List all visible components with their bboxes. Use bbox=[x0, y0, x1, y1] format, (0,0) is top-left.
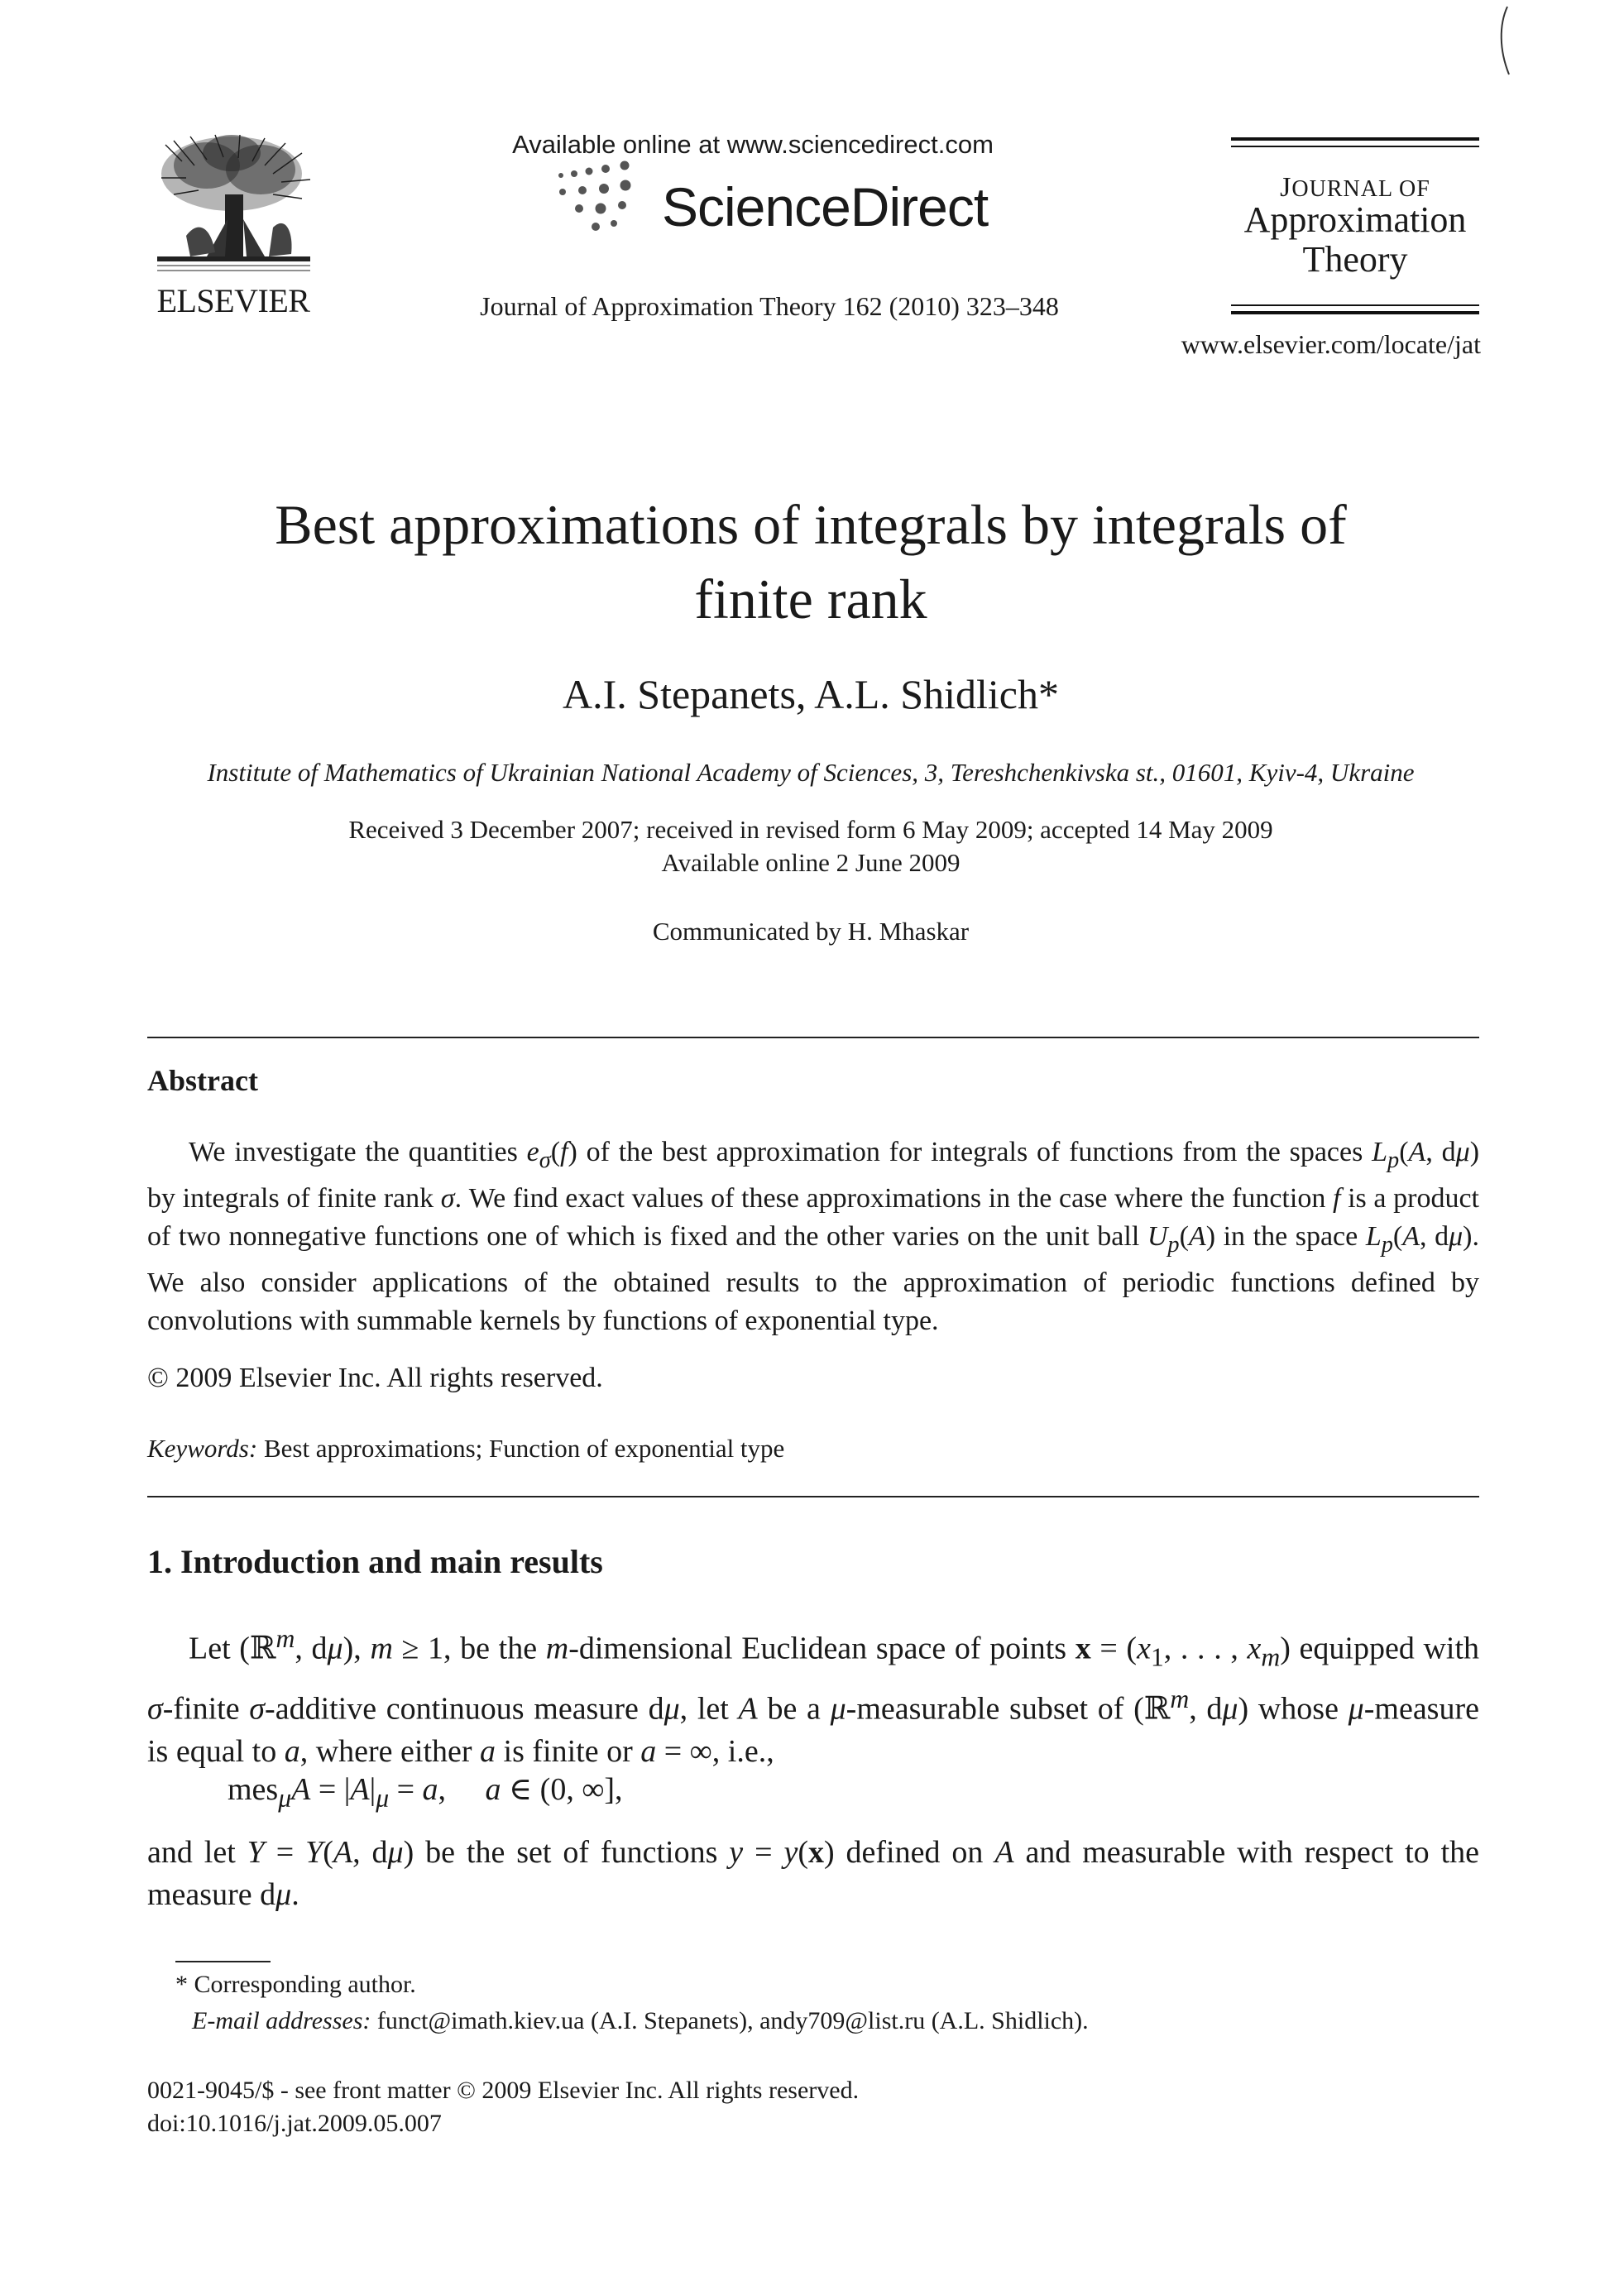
section-heading: 1. Introduction and main results bbox=[147, 1543, 603, 1580]
journal-citation: Journal of Approximation Theory 162 (2010) 323–348 bbox=[480, 291, 1059, 321]
publisher-name: ELSEVIER bbox=[156, 282, 310, 319]
received-dates: Received 3 December 2007; received in revised form 6 May 2009; accepted 14 May 2009 bbox=[348, 815, 1273, 844]
authors: A.I. Stepanets, A.L. Shidlich* bbox=[563, 671, 1059, 717]
abstract-copyright: © 2009 Elsevier Inc. All rights reserved. bbox=[147, 1363, 603, 1393]
keywords: Keywords: Best approximations; Function of exponential type bbox=[147, 1434, 785, 1463]
issn-front-matter: 0021-9045/$ - see front matter © 2009 Elsevier Inc. All rights reserved. bbox=[147, 2077, 860, 2104]
elsevier-tree-logo bbox=[149, 128, 319, 277]
display-equation: $mes_\mu A = |A|_\mu = a$, a ∈ (0, ∞], bbox=[228, 1772, 623, 1813]
journal-url[interactable]: www.elsevier.com/locate/jat bbox=[1181, 329, 1481, 359]
journal-name-line2: Theory bbox=[1302, 239, 1408, 280]
footnote-corresponding-author: * Corresponding author. bbox=[175, 1971, 416, 1998]
footnote-rule bbox=[175, 1961, 271, 1962]
abstract-text: We investigate the quantities $e_\sigma(f)$ of the best approximation for integrals of functions from the spaces $L_p(A$, dμ) by integrals of finite rank σ. We find exact values of these approximations in the case where the function f is a product of two nonnegative functions one of which is fixed and the other varies on the unit ball $U_p(A)$ in the space $L_p(A$, dμ). We also consider applications of the obtained results to the approximation of periodic functions defined by convolutions with summable kernels by functions of exponential type. bbox=[147, 1137, 1480, 1336]
abstract-heading: Abstract bbox=[147, 1064, 258, 1097]
article-title-line2: finite rank bbox=[694, 568, 927, 630]
footnote-email-addresses: E-mail addresses: funct@imath.kiev.ua (A.I. Stepanets), andy709@list.ru (A.L. Shidlich). bbox=[192, 2007, 1089, 2034]
sciencedirect-dots-icon bbox=[546, 157, 645, 240]
journal-name-line1: Approximation bbox=[1243, 199, 1467, 240]
doi[interactable]: doi:10.1016/j.jat.2009.05.007 bbox=[147, 2110, 442, 2137]
abstract-bottom-rule bbox=[147, 1496, 1479, 1497]
abstract-top-rule bbox=[147, 1037, 1479, 1038]
affiliation: Institute of Mathematics of Ukrainian National Academy of Sciences, 3, Tereshchenkivska st., 01601, Kyiv-4, Ukraine bbox=[207, 758, 1415, 787]
masthead-rule bbox=[1231, 137, 1479, 141]
masthead-rule bbox=[1231, 304, 1479, 306]
sciencedirect-wordmark: ScienceDirect bbox=[662, 176, 989, 237]
margin-pencil-mark bbox=[1489, 0, 1522, 83]
article-title-line1: Best approximations of integrals by integrals of bbox=[275, 493, 1347, 556]
masthead-rule bbox=[1231, 311, 1479, 314]
intro-paragraph-1: Let (ℝ$^m$, dμ), m ≥ 1, be the m-dimensional Euclidean space of points $x = (x_1$, . . . , $x_m$) equipped with σ-finite σ-additive continuous measure dμ, let A be a μ-measurable subset of (ℝ$^m$, dμ) whose μ-measure is equal to a, where either a is finite or a = ∞, i.e., bbox=[147, 1624, 1480, 1769]
available-online-line: Available online at www.sciencedirect.com bbox=[512, 130, 994, 159]
available-online-date: Available online 2 June 2009 bbox=[661, 848, 961, 877]
communicated-by: Communicated by H. Mhaskar bbox=[652, 917, 970, 946]
journal-of-label: JOURNAL OF bbox=[1280, 172, 1430, 203]
masthead-rule bbox=[1231, 146, 1479, 147]
intro-paragraph-2: and let Y = Y(A, dμ) be the set of functions y = y(x) defined on A and measurable with respect to the measure dμ. bbox=[147, 1835, 1480, 1912]
